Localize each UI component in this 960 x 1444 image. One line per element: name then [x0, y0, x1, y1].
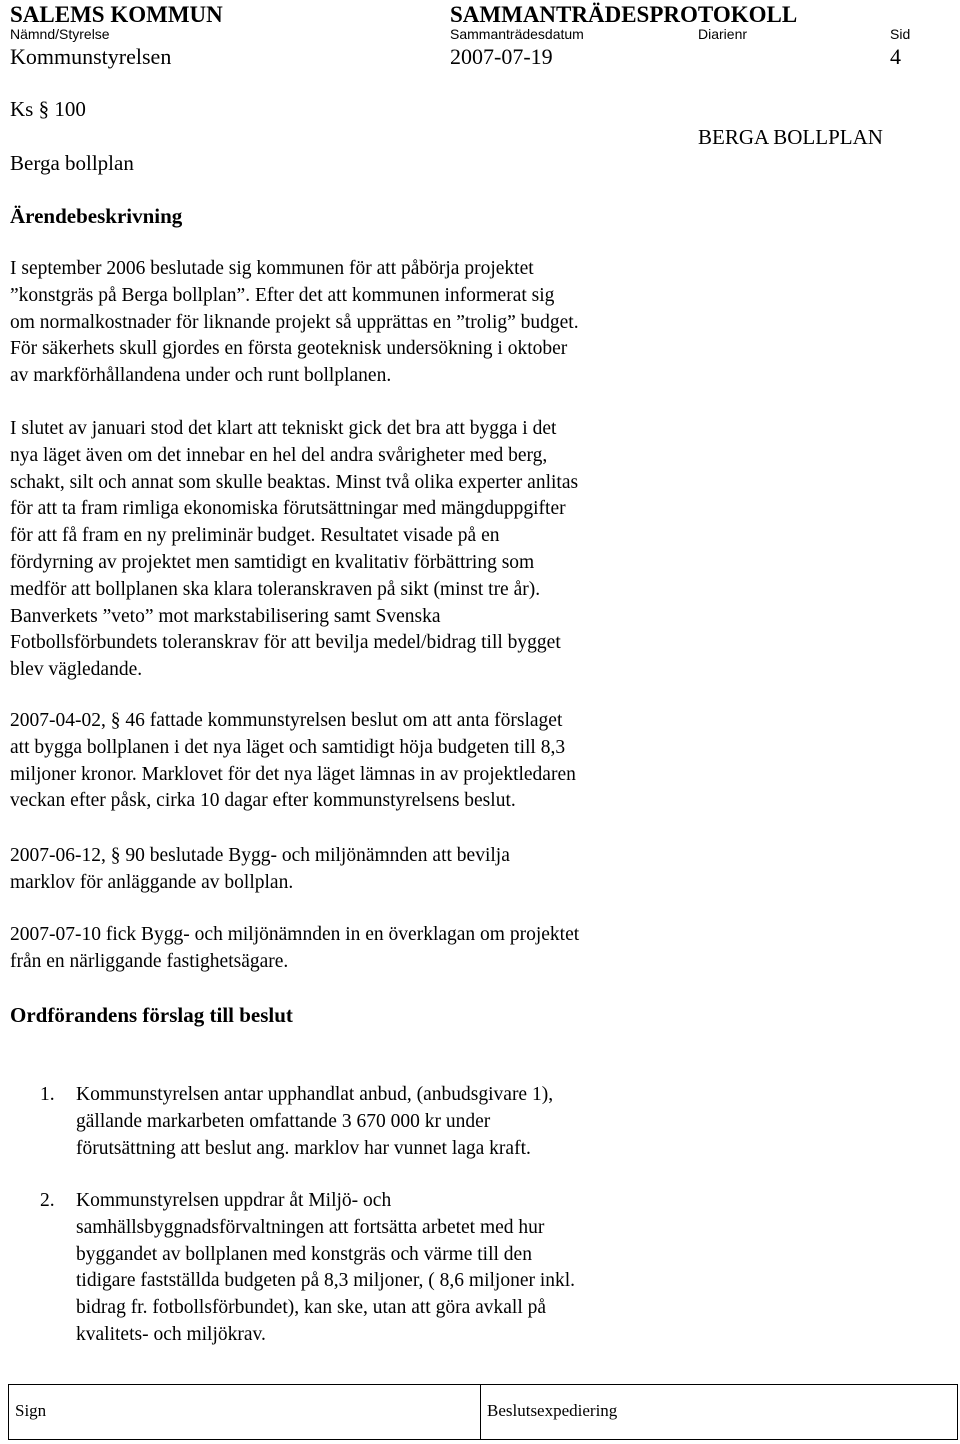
paragraph-line: Banverkets ”veto” mot markstabilisering samt Svenska	[10, 605, 441, 627]
proposal-line: Kommunstyrelsen uppdrar åt Miljö- och	[76, 1190, 392, 1211]
paragraph-line: ”konstgräs på Berga bollplan”. Efter det att kommunen informerat sig	[10, 284, 555, 306]
body-label: Nämnd/Styrelse	[10, 26, 110, 42]
sign-label: Sign	[15, 1401, 47, 1420]
paragraph-line: 2007-07-10 fick Bygg- och miljönämnden in en överklagan om projektet	[10, 924, 580, 945]
case-title: Berga bollplan	[10, 151, 134, 175]
paragraph-3	[10, 708, 950, 815]
paragraph-line: för att ta fram rimliga ekonomiska förutsättningar med mängduppgifter	[10, 498, 566, 520]
paragraph-2	[10, 416, 950, 684]
paragraph-line: att bygga bollplanen i det nya läget och samtidigt höja budgeten till 8,3	[10, 736, 566, 758]
paragraph-line: blev vägledande.	[10, 659, 143, 681]
paragraph-line: Fotbollsförbundets toleranskrav för att bevilja medel/bidrag till bygget	[10, 632, 561, 654]
date-value: 2007-07-19	[450, 44, 553, 69]
proposal-line: byggandet av bollplanen med konstgräs och värme till den	[76, 1243, 532, 1265]
paragraph-line: miljoner kronor. Marklovet för det nya läget lämnas in av projektledaren	[10, 763, 576, 785]
table-divider	[480, 1385, 481, 1439]
paragraph-line: För säkerhets skull gjordes en första geoteknisk undersökning i oktober	[10, 338, 568, 360]
proposal-line: bidrag fr. fotbollsförbundet), kan ske, utan att göra avkall på	[76, 1297, 547, 1319]
paragraph-line: marklov för anläggande av bollplan.	[10, 871, 294, 893]
paragraph-line: 2007-04-02, § 46 fattade kommunstyrelsen beslut om att anta förslaget	[10, 710, 563, 731]
section-heading-proposal: Ordförandens förslag till beslut	[10, 1003, 293, 1027]
paragraph-line: schakt, silt och annat som skulle beaktas. Minst två olika experter anlitas	[10, 471, 579, 493]
date-label: Sammanträdesdatum	[450, 26, 584, 42]
signature-table	[8, 1384, 958, 1440]
paragraph-5	[10, 922, 950, 976]
paragraph-line: om normalkostnader för liknande projekt så upprättas en ”trolig” budget.	[10, 311, 579, 333]
paragraph-line: från en närliggande fastighetsägare.	[10, 950, 289, 972]
paragraph-line: för att få fram en ny preliminär budget. Resultatet visade på en	[10, 525, 500, 547]
proposal-line: tidigare fastställda budgeten på 8,3 miljoner, ( 8,6 miljoner inkl.	[76, 1270, 576, 1292]
paragraph-line: nya läget även om det innebar en hel del andra svårigheter med berg,	[10, 444, 548, 466]
paragraph-4	[10, 843, 950, 897]
proposal-line: kvalitets- och miljökrav.	[76, 1323, 266, 1345]
paragraph-line: fördyrning av projektet men samtidigt en kvalitativ förbättring som	[10, 551, 535, 573]
case-number: Ks § 100	[10, 97, 86, 121]
diarienr-label: Diarienr	[698, 26, 748, 42]
proposal-number: 2.	[40, 1190, 55, 1211]
document-type: SAMMANTRÄDESPROTOKOLL	[450, 2, 798, 27]
proposal-number: 1.	[40, 1084, 55, 1105]
body-value: Kommunstyrelsen	[10, 44, 172, 69]
paragraph-line: I slutet av januari stod det klart att tekniskt gick det bra att bygga i det	[10, 418, 557, 439]
paragraph-line: veckan efter påsk, cirka 10 dagar efter kommunstyrelsens beslut.	[10, 790, 516, 812]
paragraph-1	[10, 256, 950, 390]
paragraph-line: 2007-06-12, § 90 beslutade Bygg- och miljönämnden att bevilja	[10, 845, 510, 866]
paragraph-line: I september 2006 beslutade sig kommunen för att påbörja projektet	[10, 258, 534, 279]
proposal-line: förutsättning att beslut ang. marklov har vunnet laga kraft.	[76, 1137, 531, 1159]
beslutsexpediering-label: Beslutsexpediering	[487, 1401, 618, 1420]
sid-value: 4	[890, 44, 901, 69]
proposal-line: gällande markarbeten omfattande 3 670 000 kr under	[76, 1110, 491, 1132]
paragraph-line: medför att bollplanen ska klara toleranskraven på sikt (minst tre år).	[10, 578, 541, 600]
org-name: SALEMS KOMMUN	[10, 2, 223, 27]
section-heading-description: Ärendebeskrivning	[10, 204, 183, 228]
sid-label: Sid	[890, 26, 911, 42]
case-heading-right: BERGA BOLLPLAN	[698, 125, 883, 149]
paragraph-line: av markförhållandena under och runt bollplanen.	[10, 365, 392, 387]
proposal-line: Kommunstyrelsen antar upphandlat anbud, (anbudsgivare 1),	[76, 1084, 554, 1105]
proposal-line: samhällsbyggnadsförvaltningen att fortsätta arbetet med hur	[76, 1216, 545, 1238]
